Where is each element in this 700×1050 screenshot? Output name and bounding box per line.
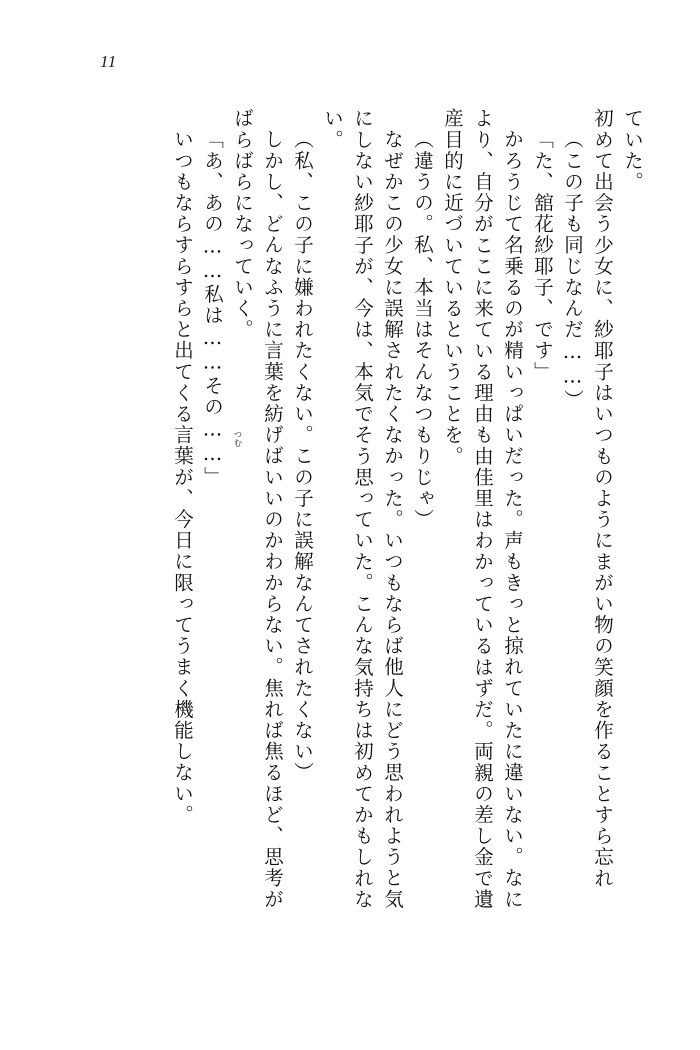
text-column: なぜかこの少女に誤解されたくなかった。いつもならば他人にどう思われようと気 [381,129,404,910]
text-column: ていた。 [621,108,644,193]
text-column: ばらばらになっていく。 [231,108,254,341]
text-column: （違うの。私、本当はそんなつもりじゃ） [411,129,434,530]
text-column: しかし、どんなふうに言葉を紡げばいいのかわからない。焦れば焦るほど、思考が [261,129,284,910]
text-column: 初めて出会う少女に、紗耶子はいつものようにまがい物の笑顔を作ることすら忘れ [591,108,614,889]
text-column: （私、この子に嫌われたくない。この子に誤解なんてされたくない） [291,129,314,784]
text-column: より、自分がここに来ている理由も由佳里はわかっているはずだ。両親の差し金で遺 [471,108,494,910]
ruby-annotation-tsumu: つむ [233,430,243,447]
text-column: い。 [321,108,344,151]
text-column: 「あ、あの……私は……その……」 [201,129,224,488]
text-column: （この子も同じなんだ……） [561,129,584,411]
text-column: 「た、舘花紗耶子、です」 [531,129,554,383]
vertical-text-body [70,108,642,980]
text-column: いつもならすらすらと出てくる言葉が、今日に限ってうまく機能しない。 [171,129,194,826]
text-column: かろうじて名乗るのが精いっぱいだった。声もきっと掠れていたに違いない。なに [501,129,524,910]
page-number: 11 [100,52,117,71]
text-column: にしない紗耶子が、今は、本気でそう思っていた。こんな気持ちは初めてかもしれな [351,108,374,910]
text-column: 産目的に近づいているということを。 [441,108,464,467]
